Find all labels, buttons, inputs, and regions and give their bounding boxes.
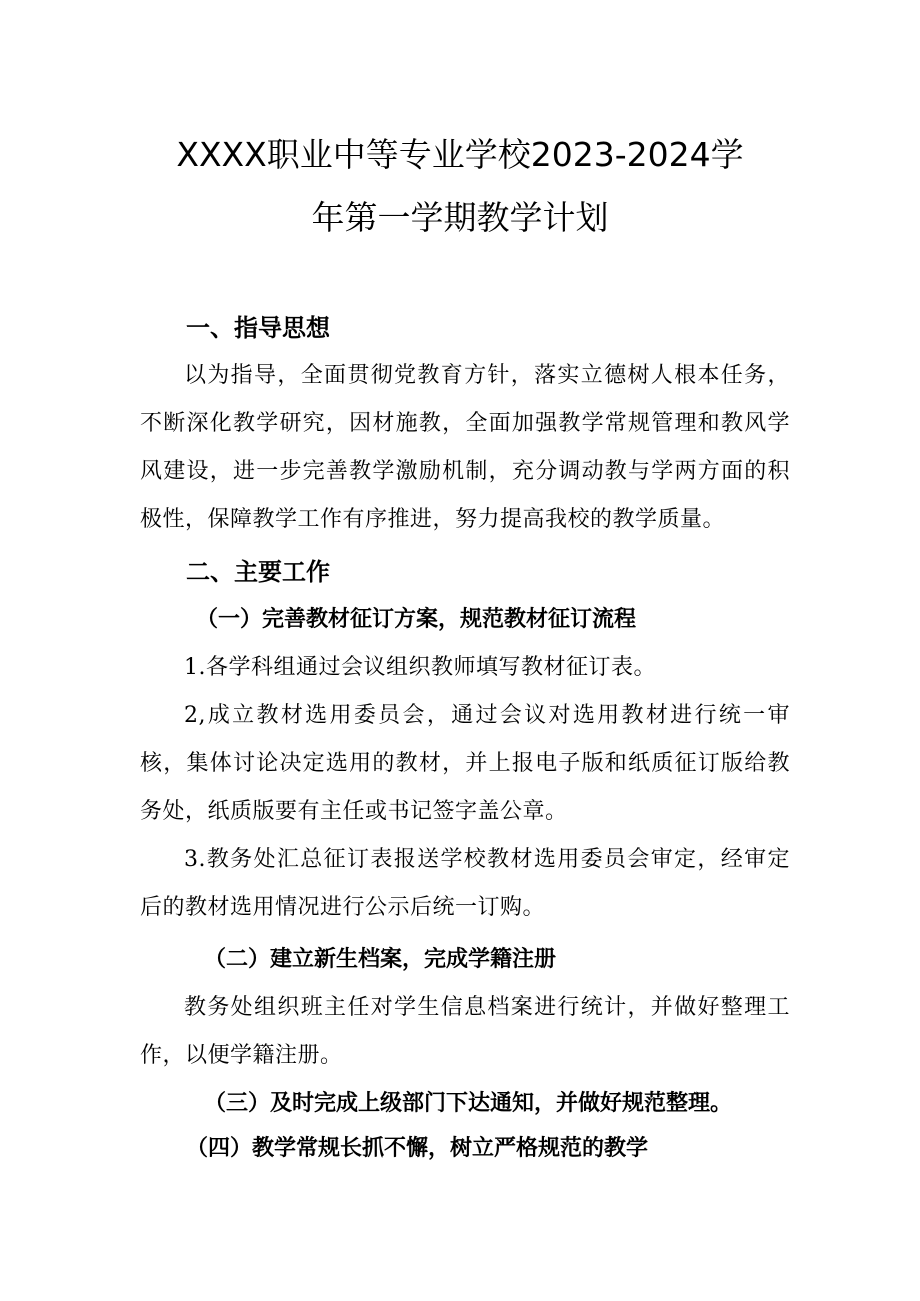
section-heading-main-work: 二、主要工作 (186, 558, 330, 586)
paragraph-student-files: 教务处组织班主任对学生信息档案进行统计，并做好整理工作，以便学籍注册。 (140, 995, 790, 1068)
document-title-line-2: 年第一学期教学计划 (311, 198, 609, 237)
document-title-line-1: XXXX职业中等专业学校2023-2024学 (176, 135, 744, 174)
list-item-2: 2,成立教材选用委员会，通过会议对选用教材进行统一审核，集体讨论决定选用的教材，并上报电子版和纸质征订版给教务处，纸质版要有主任或书记签字盖公章。 (140, 703, 790, 824)
list-item-3: 3.教务处汇总征订表报送学校教材选用委员会审定，经审定后的教材选用情况进行公示后统一订购。 (140, 847, 790, 920)
subheading-student-files: （二）建立新生档案，完成学籍注册 (204, 947, 557, 972)
subheading-notices: （三）及时完成上级部门下达通知，并做好规范整理。 (204, 1091, 733, 1116)
section-heading-guiding-ideology: 一、指导思想 (186, 314, 330, 342)
subheading-textbook-ordering: （一）完善教材征订方案，规范教材征订流程 (196, 607, 637, 632)
paragraph-guiding-ideology: 以为指导，全面贯彻党教育方针，落实立德树人根本任务，不断深化教学研究，因材施教，全面加强教学常规管理和教风学风建设，进一步完善教学激励机制，充分调动教与学两方面的积极性，保障教学工作有序推进，努力提高我校的教学质量。 (140, 363, 790, 532)
subheading-teaching-routine: （四）教学常规长抓不懈，树立严格规范的教学 (186, 1136, 649, 1161)
list-item-1: 1.各学科组通过会议组织教师填写教材征订表。 (184, 655, 656, 680)
